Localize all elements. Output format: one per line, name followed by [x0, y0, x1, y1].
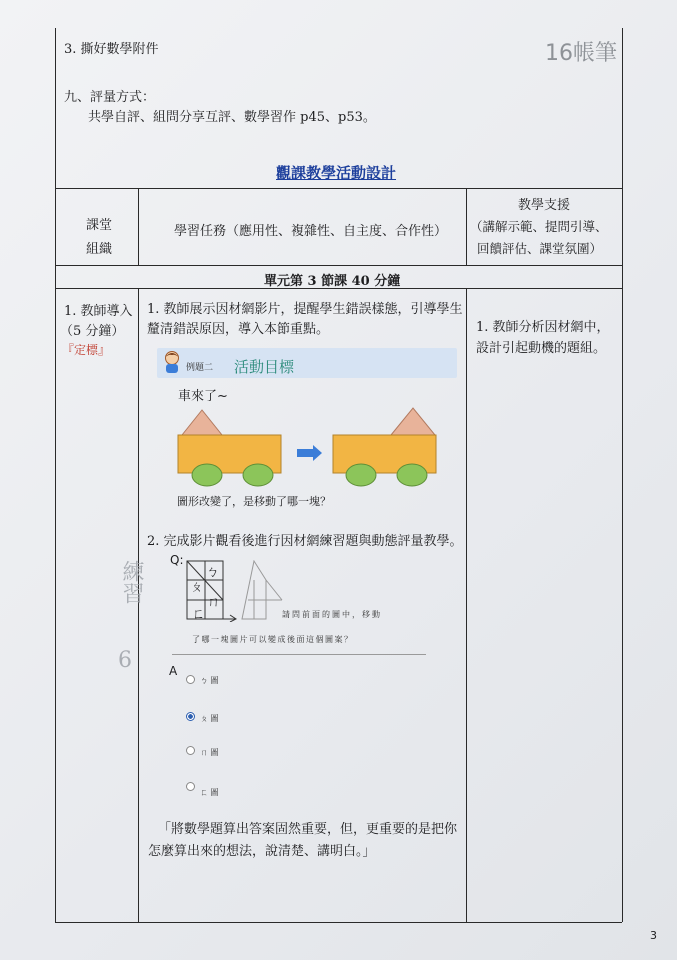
support-line-a: 1. 教師分析因材網中，: [476, 320, 610, 335]
question-text-a: 請問前面的圖中，移動: [282, 610, 382, 619]
question-label: Q:: [170, 553, 184, 567]
col3-header-a: 教學支援: [518, 198, 571, 213]
option-radio-1[interactable]: [186, 675, 195, 684]
grid-char-2: ㄆ: [190, 580, 204, 595]
car-caption-bottom: 圖形改變了，是移動了哪一塊？: [177, 495, 331, 508]
pencil-note: 練習: [119, 560, 144, 604]
banner-title: 活動目標: [234, 358, 295, 376]
signature: 16帳筆: [545, 41, 617, 66]
org-step: 1. 教師導入: [64, 304, 133, 319]
col2-header: 學習任務（應用性、複雜性、自主度、合作性）: [174, 224, 448, 239]
task2-text: 2. 完成影片觀看後進行因材網練習題與動態評量教學。: [147, 534, 463, 549]
pencil-number: 6: [118, 648, 132, 673]
col3-header-c: 回饋評估、課堂氛圍）: [477, 241, 603, 256]
unit-row-label: 單元第 3 節課 40 分鐘: [264, 274, 401, 289]
option-label-1: ㄅ 圖: [200, 676, 219, 685]
question-divider: [172, 654, 426, 655]
grid-char-1: ㄅ: [206, 565, 220, 580]
car-transform-figure: [170, 400, 450, 495]
support-line-b: 設計引起動機的題組。: [476, 341, 607, 356]
section-title: 觀課教學活動設計: [276, 164, 397, 182]
frame-left: [55, 28, 56, 922]
teacher-avatar-icon: [162, 350, 182, 374]
grid-char-4: ㄈ: [192, 607, 206, 622]
col-divider-1-head: [138, 188, 139, 265]
option-label-3: ㄇ 圖: [200, 748, 219, 757]
col-divider-1: [138, 288, 139, 922]
question-text-b: 了哪一塊圖片可以變成後面這個圖案？: [192, 635, 354, 644]
quote-line-a: 「將數學題算出答案固然重要，但，更重要的是把你: [158, 822, 458, 837]
header-row-top: [55, 188, 622, 189]
col-divider-2: [466, 288, 467, 922]
task1-line-b: 釐清錯誤原因，導入本節重點。: [147, 322, 330, 337]
col3-header-b: （講解示範、提問引導、: [470, 219, 608, 234]
frame-bottom: [55, 922, 622, 923]
option-label-4: ㄈ 圖: [200, 788, 219, 797]
option-label-2: ㄆ 圖: [200, 714, 219, 723]
col-divider-2-head: [466, 188, 467, 265]
task1-line-a: 1. 教師展示因材網影片，提醒學生錯誤樣態，引導學生: [147, 302, 463, 317]
page-number: 3: [650, 929, 657, 942]
evaluation-text: 共學自評、組問分享互評、數學習作 p45、p53。: [88, 110, 376, 125]
col1-header-b: 組織: [86, 242, 113, 257]
evaluation-heading: 九、評量方式：: [64, 90, 156, 105]
car-caption-top: 車來了~: [178, 389, 228, 404]
answer-label: A: [169, 664, 178, 678]
option-radio-4[interactable]: [186, 782, 195, 791]
item-3-text: 3. 撕好數學附件: [64, 42, 159, 57]
quote-line-b: 怎麼算出來的想法，說清楚、講明白。」: [148, 844, 376, 859]
header-row-bottom: [55, 265, 622, 266]
frame-right: [622, 28, 623, 922]
col1-header-a: 課堂: [86, 218, 113, 233]
option-radio-2[interactable]: [186, 712, 195, 721]
banner-prefix: 例題二: [186, 363, 214, 373]
org-tag: 『定標』: [62, 343, 111, 357]
org-duration: （5 分鐘）: [60, 324, 125, 339]
option-radio-3[interactable]: [186, 746, 195, 755]
grid-char-3: ㄇ: [207, 595, 221, 610]
